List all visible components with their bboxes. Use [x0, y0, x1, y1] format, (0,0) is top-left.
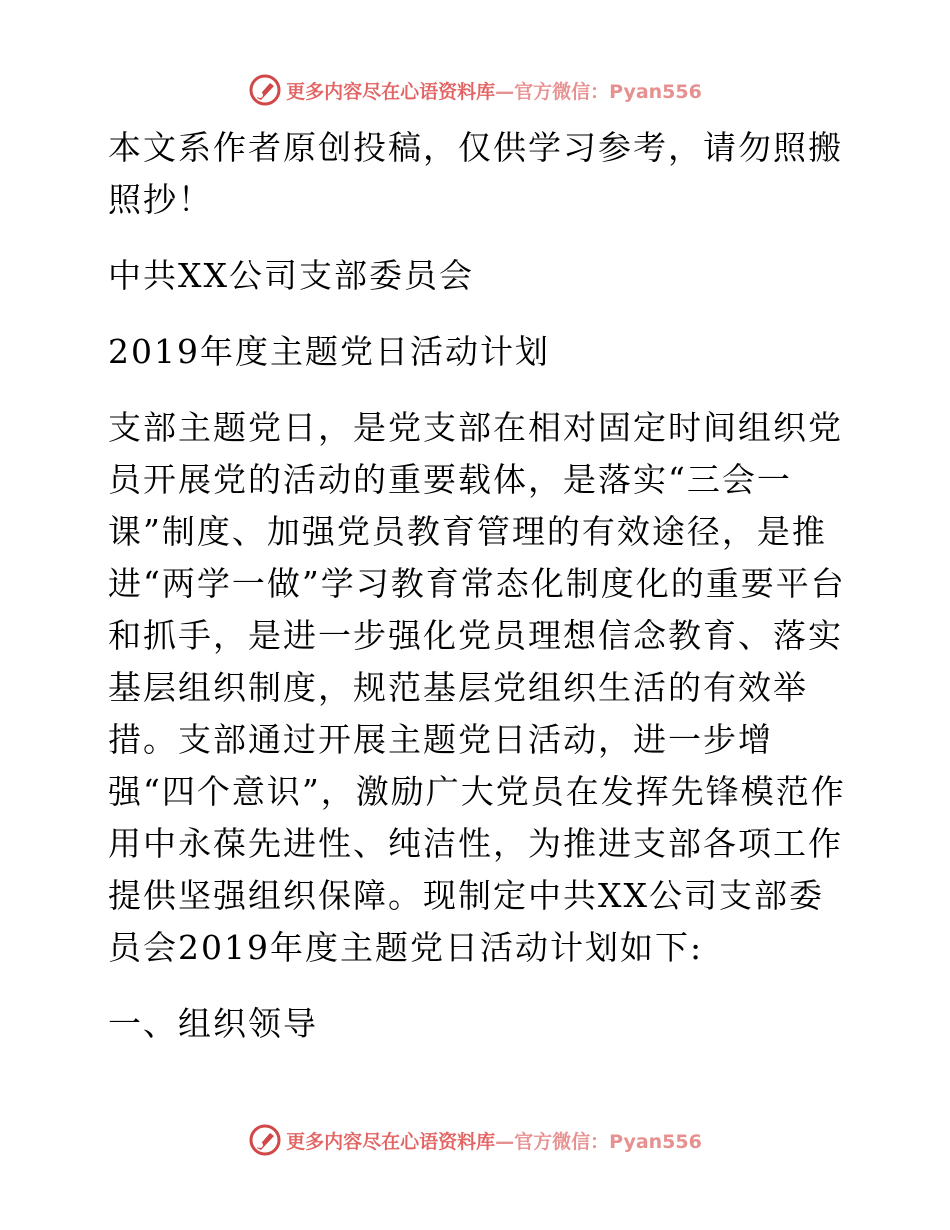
watermark-text: 更多内容尽在心语资料库—官方微信：Pyan556 — [286, 1130, 702, 1153]
pen-logo-icon — [248, 1123, 282, 1157]
document-body — [98, 122, 854, 1050]
footer-watermark — [0, 1120, 950, 1160]
header-watermark — [0, 70, 950, 110]
plan-title: 2019年度主题党日活动计划 — [108, 332, 550, 371]
organization-title: 中共XX公司支部委员会 — [108, 256, 474, 295]
section-heading: 一、组织领导 — [108, 1004, 318, 1043]
disclaimer-paragraph: 本文系作者原创投稿，仅供学习参考，请勿照搬照抄！ — [108, 128, 843, 219]
watermark-text: 更多内容尽在心语资料库—官方微信：Pyan556 — [286, 80, 702, 103]
pen-logo-icon — [248, 73, 282, 107]
intro-paragraph: 支部主题党日，是党支部在相对固定时间组织党员开展党的活动的重要载体，是落实“三会一课”制度、加强党员教育管理的有效途径，是推进“两学一做”学习教育常态化制度化的重要平台和抓手，是进一步强化党员理想信念教育、落实基层组织制度，规范基层党组织生活的有效举措。支部通过开展主题党日活动，进一步增强“四个意识”，激励广大党员在发挥先锋模范作用中永葆先进性、纯洁性，为推进支部各项工作提供坚强组织保障。现制定中共XX公司支部委员会2019年度主题党日活动计划如下: — [108, 408, 846, 967]
